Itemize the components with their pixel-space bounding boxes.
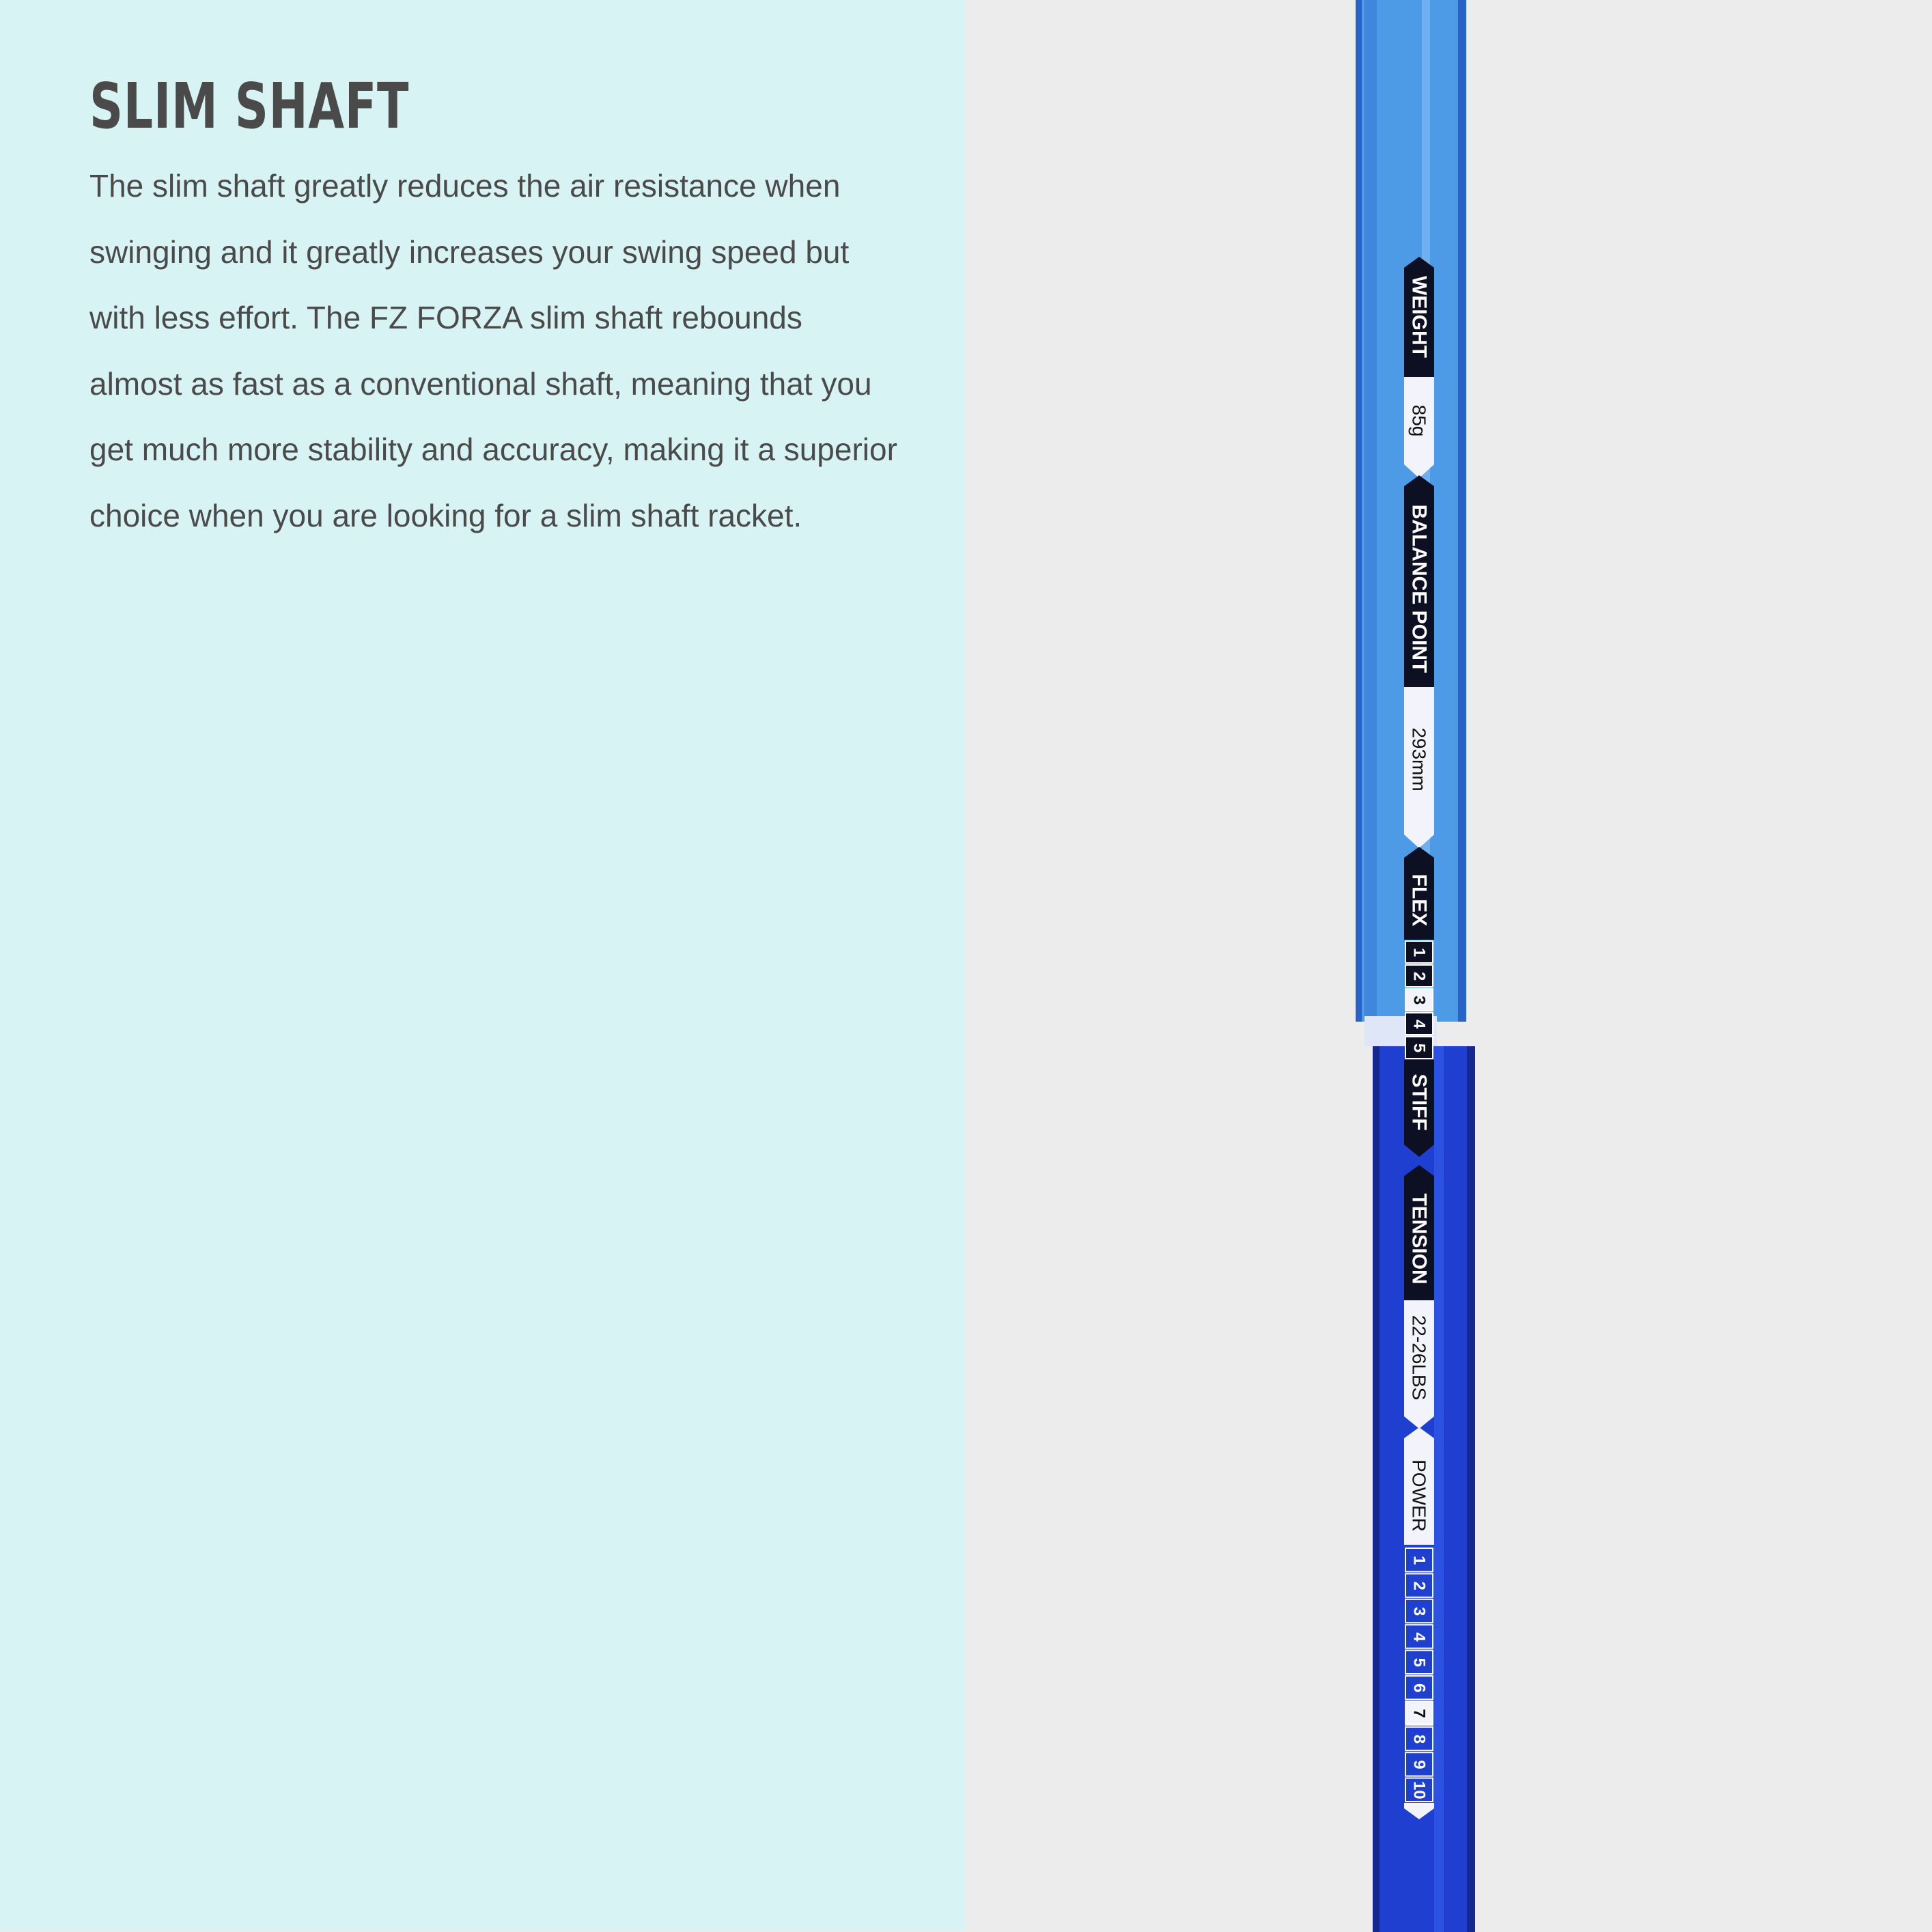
- power-scale-value: 4: [1410, 1632, 1429, 1642]
- section-title: SLIM SHAFT: [89, 70, 410, 143]
- balance-value: 293mm: [1408, 727, 1430, 792]
- power-scale-value: 1: [1410, 1556, 1429, 1565]
- tension-value: 22-26LBS: [1408, 1315, 1430, 1401]
- flex-scale-value: 1: [1410, 947, 1429, 957]
- stiff-label: STIFF: [1408, 1074, 1431, 1131]
- power-scale-value: 3: [1410, 1606, 1429, 1616]
- shaft-lower-edge-left: [1373, 1046, 1380, 1932]
- power-scale-value: 8: [1410, 1734, 1429, 1744]
- shaft-upper-edge-left: [1356, 0, 1362, 1022]
- flex-scale-value: 5: [1410, 1043, 1429, 1053]
- shaft-upper-edge-right: [1458, 0, 1466, 1022]
- flex-scale-value: 2: [1410, 971, 1429, 981]
- power-scale-value: 9: [1410, 1760, 1429, 1769]
- shaft-lower-edge-right: [1467, 1046, 1475, 1932]
- shaft-lower-highlight: [1434, 1046, 1444, 1932]
- flex-scale-value: 4: [1410, 1019, 1429, 1029]
- power-scale-value: 7: [1410, 1709, 1429, 1718]
- flex-scale: [1405, 941, 1433, 1059]
- power-scale-value: 10: [1410, 1780, 1429, 1800]
- flex-label: FLEX: [1408, 873, 1431, 927]
- tension-label: TENSION: [1408, 1193, 1431, 1285]
- section-description: The slim shaft greatly reduces the air resistance when swinging and it greatly increases your swing speed but with less effort. The FZ FORZA slim shaft rebounds almost as fast as a conventional shaft, meaning that you get much more stability and accuracy, making it a superior choice when you are looking for a slim shaft racket.: [89, 168, 897, 533]
- spec-strip: [1404, 257, 1434, 1819]
- flex-scale-value: 3: [1410, 995, 1429, 1005]
- power-label: POWER: [1408, 1459, 1430, 1532]
- weight-value: 85g: [1408, 404, 1430, 437]
- weight-label: WEIGHT: [1408, 276, 1431, 358]
- power-scale-value: 6: [1410, 1683, 1429, 1693]
- power-scale-value: 5: [1410, 1657, 1429, 1667]
- power-scale-value: 2: [1410, 1581, 1429, 1591]
- shaft-upper-stripe: [1364, 0, 1377, 1022]
- balance-label: BALANCE POINT: [1408, 504, 1431, 673]
